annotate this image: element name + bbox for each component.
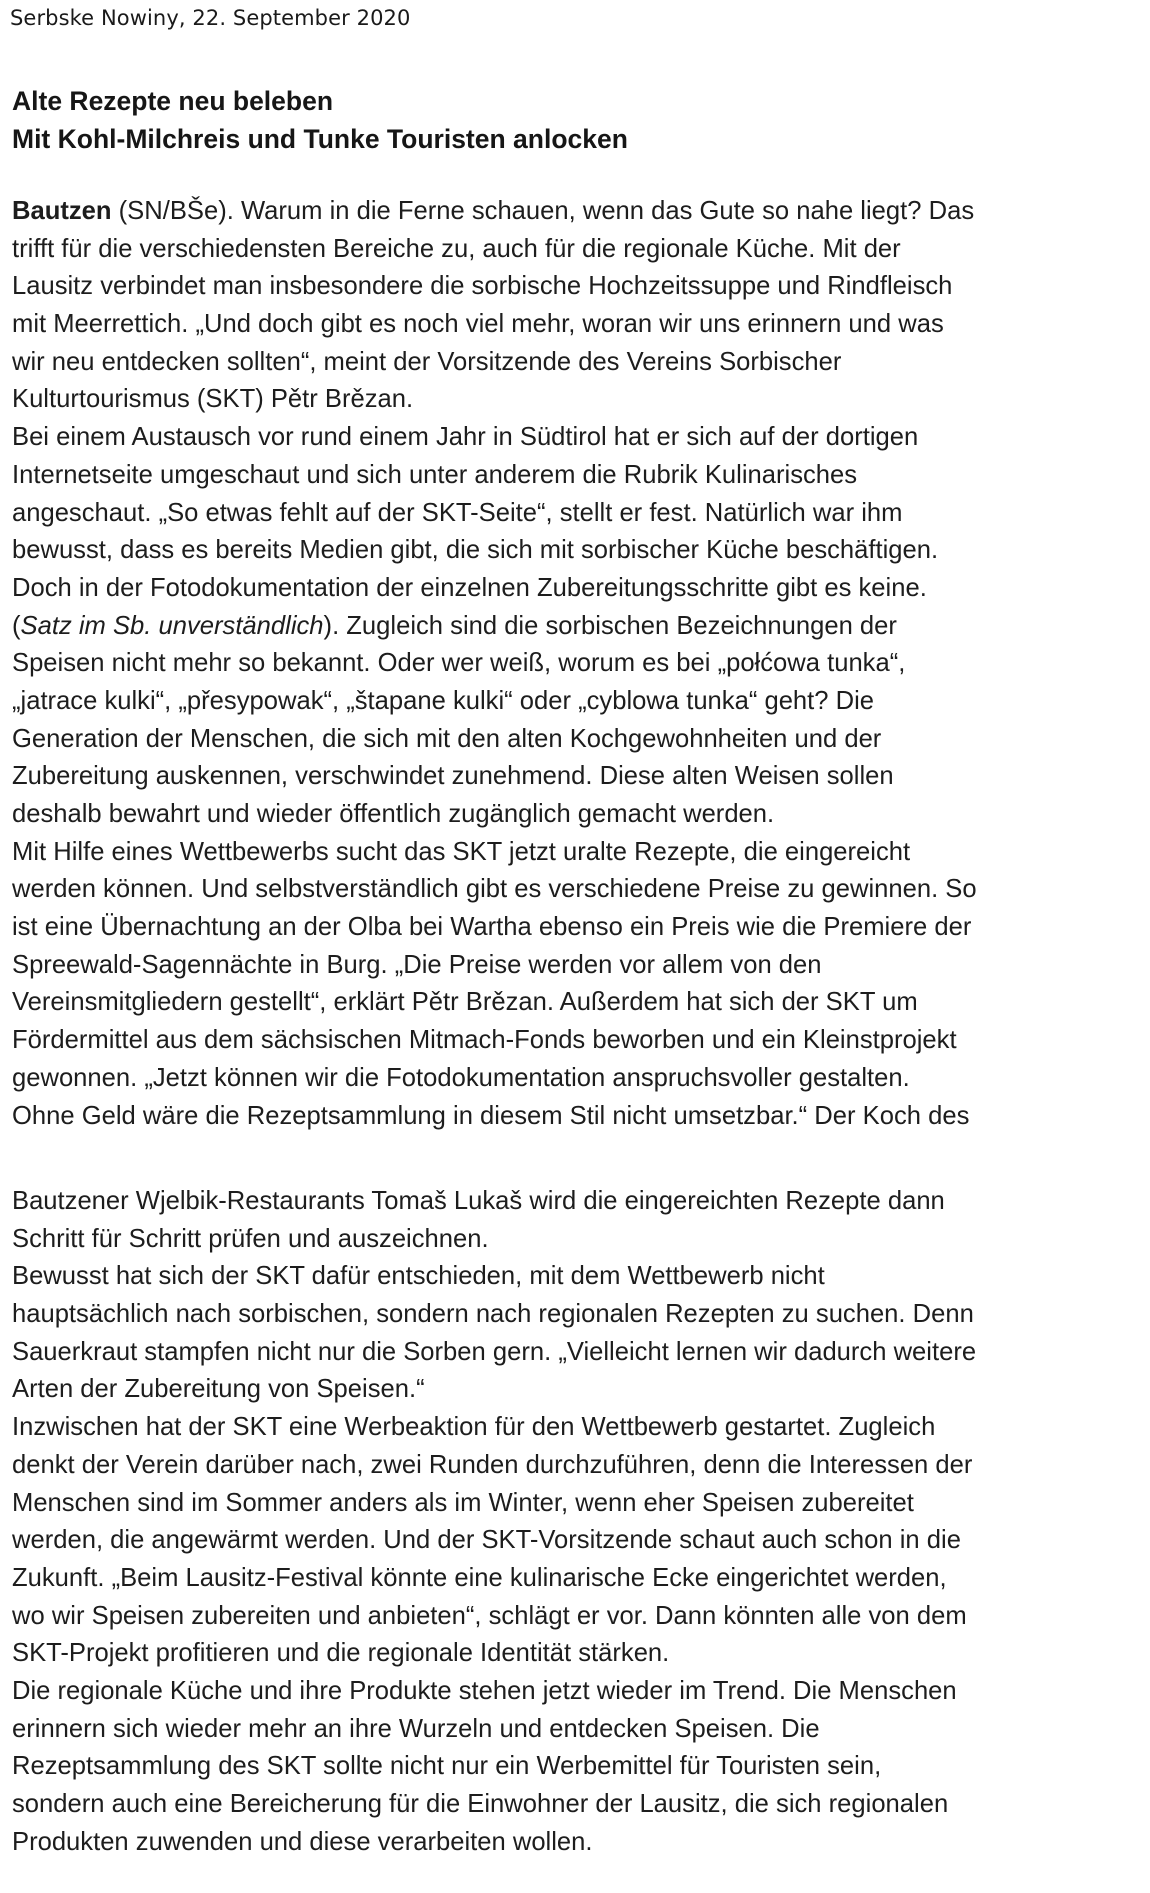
text-line bbox=[12, 871, 977, 909]
text-run: Rezeptsammlung des SKT sollte nicht nur ein Werbemittel für Touristen sein, bbox=[12, 1752, 882, 1781]
text-line bbox=[12, 1786, 976, 1824]
bold-text: Bautzen bbox=[12, 197, 112, 225]
text-run: Zukunft. „Beim Lausitz-Festival könnte eine kulinarische Ecke eingerichtet werden, bbox=[12, 1563, 947, 1592]
text-run: Produkten zuwenden und diese verarbeiten wollen. bbox=[12, 1827, 593, 1856]
text-line bbox=[12, 1635, 976, 1673]
text-line bbox=[12, 1183, 976, 1221]
text-run: deshalb bewahrt und wieder öffentlich zugänglich gemacht werden. bbox=[12, 800, 775, 828]
text-line bbox=[12, 1098, 977, 1136]
text-run: werden, die angewärmt werden. Und der SKT-Vorsitzende schaut auch schon in die bbox=[12, 1526, 961, 1555]
headline-line-2: Mit Kohl-Milchreis und Tunke Touristen anlocken bbox=[12, 124, 628, 154]
text-line bbox=[12, 1824, 976, 1862]
text-line bbox=[12, 721, 977, 759]
italic-text: Satz im Sb. unverständlich bbox=[20, 611, 324, 640]
text-line bbox=[12, 1060, 977, 1098]
article-body-part-1 bbox=[12, 193, 977, 1135]
text-run: Doch in der Fotodokumentation der einzelnen Zubereitungsschritte gibt es keine. bbox=[12, 573, 927, 602]
text-line bbox=[12, 193, 977, 231]
text-run: werden können. Und selbstverständlich gibt es verschiedene Preise zu gewinnen. So bbox=[12, 875, 977, 904]
text-line bbox=[12, 1711, 976, 1749]
text-run: angeschaut. „So etwas fehlt auf der SKT-Seite“, stellt er fest. Natürlich war ihm bbox=[12, 498, 903, 527]
text-run: wo wir Speisen zubereiten und anbieten“, schlägt er vor. Dann könnten alle von dem bbox=[12, 1601, 967, 1630]
text-run: Lausitz verbindet man insbesondere die sorbische Hochzeitssuppe und Rindfleisch bbox=[12, 272, 953, 301]
text-run: Ohne Geld wäre die Rezeptsammlung in diesem Stil nicht umsetzbar.“ Der Koch des bbox=[12, 1101, 970, 1130]
text-line bbox=[12, 381, 977, 419]
text-line bbox=[12, 608, 977, 646]
text-line bbox=[12, 306, 977, 344]
text-line bbox=[12, 532, 977, 570]
text-run: Generation der Menschen, die sich mit den alten Kochgewohnheiten und der bbox=[12, 724, 882, 753]
text-run: Inzwischen hat der SKT eine Werbeaktion für den Wettbewerb gestartet. Zugleich bbox=[12, 1413, 936, 1442]
text-line bbox=[12, 834, 977, 872]
text-run: mit Meerrettich. „Und doch gibt es noch viel mehr, woran wir uns erinnern und was bbox=[12, 310, 944, 339]
text-run: Sauerkraut stampfen nicht nur die Sorben gern. „Vielleicht lernen wir dadurch weitere bbox=[12, 1337, 977, 1366]
text-line bbox=[12, 231, 977, 269]
text-line bbox=[12, 645, 977, 683]
text-run: Mit Hilfe eines Wettbewerbs sucht das SKT jetzt uralte Rezepte, die eingereicht bbox=[12, 837, 911, 866]
text-run: Die regionale Küche und ihre Produkte stehen jetzt wieder im Trend. Die Menschen bbox=[12, 1676, 957, 1705]
text-run: gewonnen. „Jetzt können wir die Fotodokumentation anspruchsvoller gestalten. bbox=[12, 1063, 910, 1092]
text-line bbox=[12, 1447, 976, 1485]
text-line bbox=[12, 1560, 976, 1598]
text-run: sondern auch eine Bereicherung für die Einwohner der Lausitz, die sich regionalen bbox=[12, 1790, 949, 1818]
text-line bbox=[12, 1334, 976, 1372]
source-line: Serbske Nowiny, 22. September 2020 bbox=[10, 6, 411, 30]
text-run: bewusst, dass es bereits Medien gibt, die sich mit sorbischer Küche beschäftigen. bbox=[12, 536, 939, 565]
text-line bbox=[12, 1673, 976, 1711]
text-line bbox=[12, 758, 977, 796]
text-line bbox=[12, 1748, 976, 1786]
text-run: Fördermittel aus dem sächsischen Mitmach-Fonds beworben und ein Kleinstprojekt bbox=[12, 1026, 957, 1055]
text-line bbox=[12, 1485, 976, 1523]
text-line bbox=[12, 947, 977, 985]
text-run: SKT-Projekt profitieren und die regionale Identität stärken. bbox=[12, 1639, 670, 1668]
text-run: Schritt für Schritt prüfen und auszeichnen. bbox=[12, 1224, 489, 1253]
text-run: Internetseite umgeschaut und sich unter anderem die Rubrik Kulinarisches bbox=[12, 460, 858, 489]
text-line bbox=[12, 570, 977, 608]
text-line bbox=[12, 1022, 977, 1060]
text-run: Speisen nicht mehr so bekannt. Oder wer weiß, worum es bei „połćowa tunka“, bbox=[12, 649, 906, 678]
text-run: Menschen sind im Sommer anders als im Winter, wenn eher Speisen zubereitet bbox=[12, 1488, 914, 1517]
text-line bbox=[12, 1371, 976, 1409]
text-line bbox=[12, 984, 977, 1022]
article-headline bbox=[12, 82, 628, 158]
text-run: Vereinsmitgliedern gestellt“, erklärt Pětr Brězan. Außerdem hat sich der SKT um bbox=[12, 988, 918, 1017]
text-line bbox=[12, 1409, 976, 1447]
text-line bbox=[12, 419, 977, 457]
text-run: ). Zugleich sind die sorbischen Bezeichnungen der bbox=[323, 611, 897, 640]
headline-line-1: Alte Rezepte neu beleben bbox=[12, 86, 334, 116]
text-line bbox=[12, 683, 977, 721]
text-line bbox=[12, 1598, 976, 1636]
text-run: Arten der Zubereitung von Speisen.“ bbox=[12, 1375, 425, 1404]
text-line bbox=[12, 268, 977, 306]
text-run: Bei einem Austausch vor rund einem Jahr in Südtirol hat er sich auf der dortigen bbox=[12, 423, 919, 452]
text-run: Kulturtourismus (SKT) Pětr Brězan. bbox=[12, 385, 414, 414]
text-run: ( bbox=[12, 611, 21, 640]
article-body-part-2 bbox=[12, 1183, 976, 1861]
text-run: Spreewald-Sagennächte in Burg. „Die Preise werden vor allem von den bbox=[12, 950, 822, 979]
text-run: trifft für die verschiedensten Bereiche zu, auch für die regionale Küche. Mit der bbox=[12, 234, 901, 263]
text-run: Zubereitung auskennen, verschwindet zunehmend. Diese alten Weisen sollen bbox=[12, 762, 894, 791]
text-line bbox=[12, 495, 977, 533]
text-line bbox=[12, 457, 977, 495]
text-run: Bewusst hat sich der SKT dafür entschieden, mit dem Wettbewerb nicht bbox=[12, 1262, 825, 1291]
text-line bbox=[12, 796, 977, 834]
text-run: (SN/BŠe). Warum in die Ferne schauen, wenn das Gute so nahe liegt? Das bbox=[111, 197, 975, 225]
text-run: denkt der Verein darüber nach, zwei Runden durchzuführen, denn die Interessen der bbox=[12, 1450, 973, 1479]
text-line bbox=[12, 344, 977, 382]
text-run: Bautzener Wjelbik-Restaurants Tomaš Lukaš wird die eingereichten Rezepte dann bbox=[12, 1187, 945, 1215]
text-line bbox=[12, 1258, 976, 1296]
text-run: „jatrace kulki“, „přesypowak“, „štapane kulki“ oder „cyblowa tunka“ geht? Die bbox=[12, 686, 875, 715]
text-line bbox=[12, 909, 977, 947]
text-run: hauptsächlich nach sorbischen, sondern nach regionalen Rezepten zu suchen. Denn bbox=[12, 1300, 974, 1329]
text-line bbox=[12, 1221, 976, 1259]
text-run: ist eine Übernachtung an der Olba bei Wartha ebenso ein Preis wie die Premiere der bbox=[12, 913, 972, 942]
text-run: erinnern sich wieder mehr an ihre Wurzeln und entdecken Speisen. Die bbox=[12, 1714, 820, 1743]
text-run: wir neu entdecken sollten“, meint der Vorsitzende des Vereins Sorbischer bbox=[12, 347, 842, 376]
text-line bbox=[12, 1296, 976, 1334]
text-line bbox=[12, 1522, 976, 1560]
